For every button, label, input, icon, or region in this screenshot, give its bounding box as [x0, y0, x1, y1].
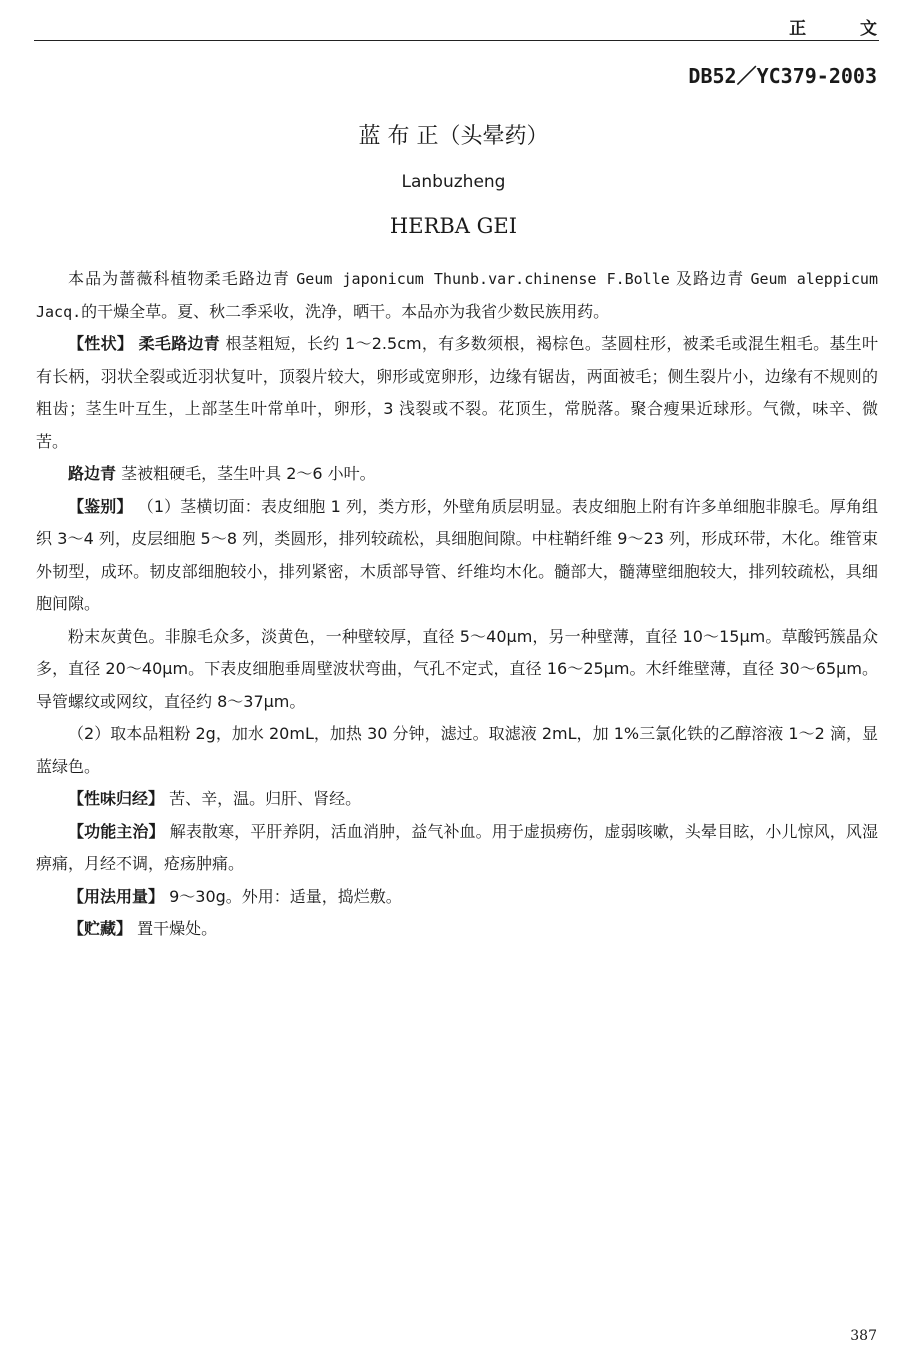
description-label: 【性状】 — [68, 334, 134, 353]
description-subhead-1: 柔毛路边青 — [138, 334, 221, 353]
dosage-paragraph — [36, 881, 878, 914]
identification-paragraph-3: （2）取本品粗粉 2g，加水 20mL，加热 30 分钟，滤过。取滤液 2mL，加 1%三氯化铁的乙醇溶液 1～2 滴，显蓝绿色。 — [36, 724, 878, 776]
property-label: 【性味归经】 — [68, 789, 165, 808]
title-latin: HERBA GEI — [389, 214, 518, 238]
description-text-2: 茎被粗硬毛，茎生叶具 2～6 小叶。 — [116, 464, 376, 483]
title-chinese: 蓝 布 正（头晕药） — [358, 124, 549, 149]
function-label: 【功能主治】 — [68, 821, 165, 841]
dosage-label: 【用法用量】 — [68, 886, 165, 906]
description-text-1: 根茎粗短，长约 1～2.5cm，有多数须根，褐棕色。茎圆柱形，被柔毛或混生粗毛。基生叶有长柄，羽状全裂或近羽状复叶，顶裂片较大，卵形或宽卵形，边缘有锯齿，两面被毛；侧生裂片小，边缘有不规则的粗齿；茎生叶互生，上部茎生叶常单叶，卵形，3 浅裂或不裂。花顶生，常脱落。聚合瘦果近球形。气微，味辛、微苦。 — [36, 334, 878, 451]
intro-text-1: 本品为蔷薇科植物柔毛路边青 — [68, 269, 297, 288]
identification-text-1: （1）茎横切面：表皮细胞 1 列，类方形，外壁角质层明显。表皮细胞上附有许多单细胞非腺毛。厚角组织 3～4 列，皮层细胞 5～8 列，类圆形，排列较疏松，具细胞间隙。中柱鞘纤维 9～23 列，形成环带，木化。维管束外韧型，成环。韧皮部细胞较小，排列紧密，木质部导管、纤维均木化。髓部大，髓薄壁细胞较大，排列较疏松，具细胞间隙。 — [36, 496, 878, 613]
title-pinyin: Lanbuzheng — [401, 172, 506, 192]
description-subhead-2: 路边青 — [68, 464, 117, 483]
intro-latin-name-2: Geum aleppicum Jacq. — [36, 270, 878, 321]
intro-latin-name-1: Geum japonicum Thunb.var.chinense F.Bolle — [296, 270, 670, 288]
page-number: 387 — [850, 1328, 877, 1344]
intro-paragraph — [36, 263, 878, 328]
function-paragraph — [36, 816, 878, 881]
storage-label: 【贮藏】 — [68, 919, 133, 938]
property-text: 苦、辛，温。归肝、肾经。 — [164, 789, 362, 808]
property-paragraph — [36, 783, 878, 816]
intro-text-2: 及路边青 — [669, 269, 751, 288]
identification-label: 【鉴别】 — [68, 496, 133, 516]
storage-text: 置干燥处。 — [132, 919, 218, 938]
intro-text-3: 的干燥全草。夏、秋二季采收，洗净，晒干。本品亦为我省少数民族用药。 — [81, 301, 610, 321]
section-header-label: 正 文 — [789, 19, 901, 39]
monograph-body — [36, 263, 878, 946]
identification-paragraph-2: 粉末灰黄色。非腺毛众多，淡黄色，一种壁较厚，直径 5～40μm，另一种壁薄，直径 10～15μm。草酸钙簇晶众多，直径 20～40μm。下表皮细胞垂周壁波状弯曲，气孔不定式，直径 16～25μm。木纤维壁薄，直径 30～65μm。导管螺纹或网纹，直径约 8～37μm。 — [36, 626, 878, 711]
standard-number: DB52／YC379-2003 — [688, 64, 877, 88]
description-paragraph — [36, 328, 878, 458]
function-text: 解表散寒，平肝养阴，活血消肿，益气补血。用于虚损痨伤，虚弱咳嗽，头晕目眩，小儿惊风，风湿痹痛，月经不调，疮疡肿痛。 — [36, 821, 878, 873]
description-paragraph-2 — [36, 458, 878, 491]
storage-paragraph — [36, 913, 878, 946]
header-rule — [34, 40, 879, 41]
dosage-text: 9～30g。外用：适量，捣烂敷。 — [164, 886, 402, 906]
identification-paragraph-1 — [36, 491, 878, 621]
